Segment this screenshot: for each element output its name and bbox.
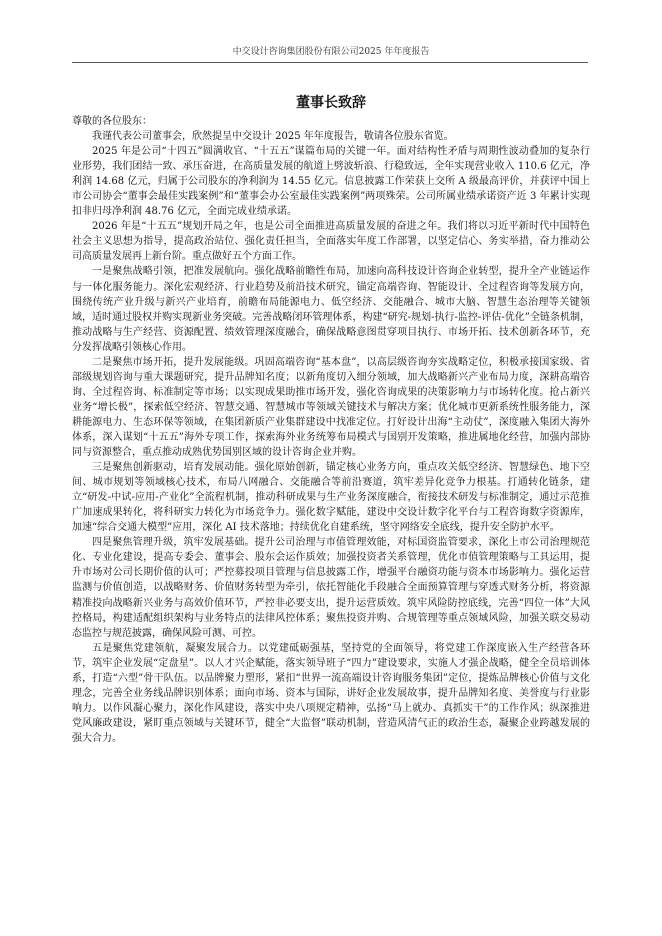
- header-divider: [72, 62, 588, 63]
- paragraph-2026-outlook: 2026 年是“十五五”规划开局之年，也是公司全面推进高质量发展的奋进之年。我们将以习近平新时代中国特色社会主义思想为指导，提高政治站位、强化责任担当，全面落实年度工作部署，以坚定信心、务实举措，奋力推动公司高质量发展再上新台阶。重点做好五个方面工作。: [72, 221, 590, 263]
- letter-body: [72, 114, 590, 746]
- paragraph-market: 二是聚焦市场开拓，提升发展能级。巩固高端咨询“基本盘”，以高层级咨询夯实战略定位，积极承接国家级、省部级规划咨询与重大课题研究，提升品牌知名度；以新角度切入细分领域，加大战略新兴产业布局力度，深耕高端咨询、全过程咨询、标准制定等市场；以实现成果助推市场开发，强化咨询成果的决策影响力与市场转化度。抢占新兴业务“增长极”，探索低空经济、智慧交通、智慧城市等领域关键技术与解决方案；优化城市更新系统性服务能力，深耕能源电力、生态环保等领域，在集团新质产业集群建设中找准定位。打好设计出海“主动仗”，深度融入集团大海外体系，深入谋划“十五五”海外专项工作，探索海外业务统筹布局模式与国别开发策略，推进属地化经营，加强内部协同与资源整合，重点推动成熟优势国别区域的设计咨询企业并购。: [72, 356, 590, 459]
- running-header: 中交设计咨询集团股份有限公司2025 年年度报告: [232, 47, 430, 57]
- paragraph-intro: 我谨代表公司董事会，欣然提呈中交设计 2025 年年度报告，敬请各位股东省览。: [92, 131, 454, 143]
- paragraph-2025-review: 2025 年是公司“十四五”圆满收官、“十五五”谋篇布局的关键一年。面对结构性矛盾与周期性波动叠加的复杂行业形势，我们团结一致、承压奋进，在高质量发展的航道上劈波斩浪、行稳致远，全年实现营业收入 110.6 亿元，净利润 14.68 亿元，归属于公司股东的净利润为 14.55 亿元。信息披露工作荣获上交所 A 级最高评价，并获评中国上市公司协会“董事会最佳实践案例”和“董事会办公室最佳实践案例”两项殊荣。公司所属业绩承诺资产近 3 年累计实现扣非归母净利润 48.76 亿元，全面完成业绩承诺。: [72, 146, 590, 218]
- paragraph-party-building: 五是聚焦党建领航，凝聚发展合力。以党建砥砺强基，坚持党的全面领导，将党建工作深度嵌入生产经营各环节，筑牢企业发展“定盘星”。以人才兴企赋能，落实领导班子“四力”建设要求，实施人才强企战略，健全全员培训体系，打造“六型”骨干队伍。以品牌聚力塑形，紧扣“世界一流高端设计咨询服务集团”定位，提炼品牌核心价值与文化理念，完善全业务线品牌识别体系；面向市场、资本与国际，讲好企业发展故事，提升品牌知名度、美誉度与行业影响力。以作风凝心聚力，深化作风建设，落实中央八项规定精神，弘扬“马上就办、真抓实干”的工作作风；纵深推进党风廉政建设，紧盯重点领域与关键环节，健全“大监督”联动机制，营造风清气正的政治生态，凝聚企业跨越发展的强大合力。: [72, 642, 590, 744]
- paragraph-innovation: 三是聚焦创新驱动，培育发展动能。强化原始创新，锚定核心业务方向，重点攻关低空经济、智慧绿色、地下空间、城市规划等领域核心技术，布局八网融合、交能融合等前沿赛道，筑牢差异化竞争力根基。打通转化链条，建立“研发-中试-应用-产业化”全流程机制，推动科研成果与生产业务深度融合，衔接技术研发与标准制定，通过示范推广加速成果转化，将科研实力转化为市场竞争力。强化数字赋能，建设中交设计数字化平台与工程咨询数字资源库，加速“综合交通大模型”应用，深化 AI 技术落地；持续优化自建系统，坚守网络安全底线，提升安全防护水平。: [72, 462, 590, 534]
- salutation: 尊敬的各位股东：: [72, 116, 152, 127]
- page-title: 董事长致辞: [296, 95, 366, 111]
- paragraph-strategy: 一是聚焦战略引领，把准发展航向。强化战略前瞻性布局，加速向高科技设计咨询企业转型，提升全产业链运作与一体化服务能力。深化宏观经济、行业趋势及前沿技术研究，锚定高端咨询、智能设计、全过程咨询等发展方向，围绕传统产业升级与新兴产业培育，前瞻布局能源电力、低空经济、交能融合、城市大脑、智慧生态治理等关键领域，适时通过股权并购实现新业务突破。完善战略闭环管理体系，构建“研究-规划-执行-监控-评估-优化”全链条机制，推动战略与生产经营、资源配置、绩效管理深度融合，确保战略意图贯穿项目执行、市场开拓、技术创新各环节，充分发挥战略引领核心作用。: [72, 266, 590, 353]
- paragraph-management: 四是聚焦管理升级，筑牢发展基础。提升公司治理与市值管理效能，对标国资监管要求，深化上市公司治理规范化、专业化建设，提高专委会、董事会、股东会运作质效；加强投资者关系管理，优化市值管理策略与工具运用，提升市场对公司长期价值的认可；严控募投项目管理与信息披露工作，增强平台融资功能与资本市场影响力。强化运营监测与价值创造，以战略财务、价值财务转型为牵引，依托智能化手段融合全面预算管理与穿透式财务分析，将资源精准投向战略新兴业务与高效价值环节，严控非必要支出，提升运营质效。筑牢风险防控底线，完善“四位一体”大风控格局，构建适配组织架构与业务特点的法律风控体系；聚焦投资并购、合规管理等重点领域风险，加强关联交易动态监控与规范披露，确保风险可测、可控。: [72, 537, 590, 639]
